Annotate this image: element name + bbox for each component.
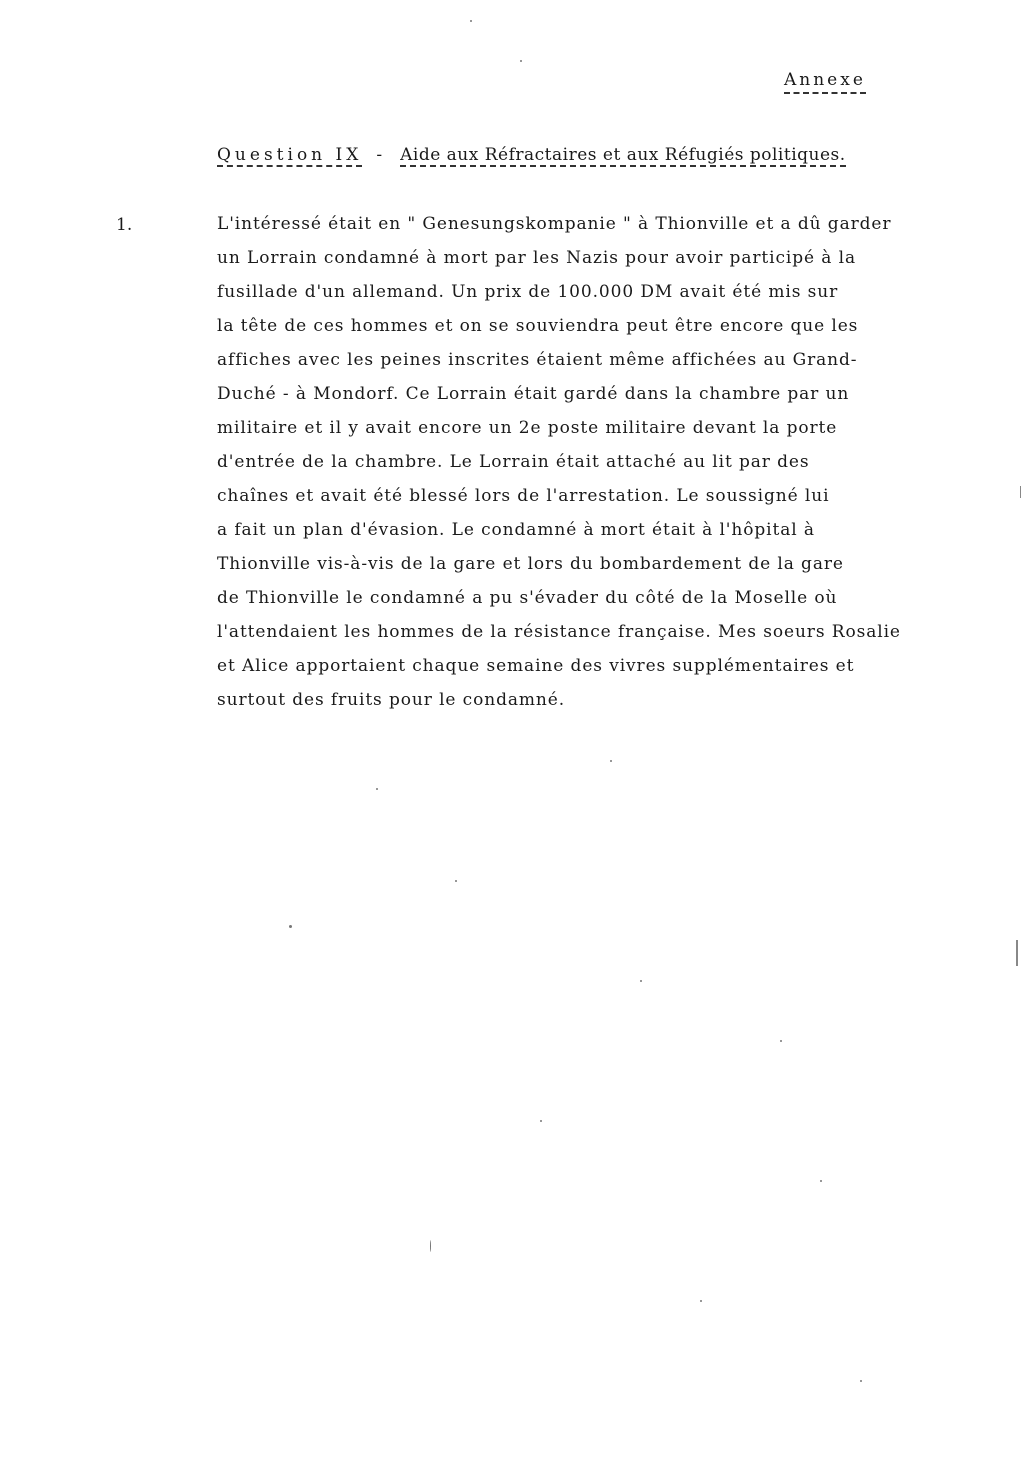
scan-speck (700, 1300, 702, 1302)
body-line: surtout des fruits pour le condamné. (217, 690, 566, 710)
body-line: un Lorrain condamné à mort par les Nazis pour avoir participé à la (217, 248, 856, 268)
scan-edge-mark (1020, 486, 1021, 498)
body-line: de Thionville le condamné a pu s'évader du côté de la Moselle où (217, 588, 838, 608)
body-line: chaînes et avait été blessé lors de l'arrestation. Le soussigné lui (217, 486, 830, 506)
body-line: Thionville vis-à-vis de la gare et lors du bombardement de la gare (217, 554, 844, 574)
scan-speck (470, 20, 472, 22)
body-line: et Alice apportaient chaque semaine des vivres supplémentaires et (217, 656, 855, 676)
scan-speck (376, 788, 378, 790)
body-line: L'intéressé était en " Genesungskompanie " à Thionville et a dû garder (217, 214, 892, 234)
body-line: Duché - à Mondorf. Ce Lorrain était gardé dans la chambre par un (217, 384, 850, 404)
scan-speck (820, 1180, 822, 1182)
body-line: militaire et il y avait encore un 2e poste militaire devant la porte (217, 418, 838, 438)
question-title: Aide aux Réfractaires et aux Réfugiés politiques. (400, 145, 846, 165)
body-line: a fait un plan d'évasion. Le condamné à mort était à l'hôpital à (217, 520, 815, 540)
annex-label: Annexe (784, 68, 866, 94)
body-line: l'attendaient les hommes de la résistance française. Mes soeurs Rosalie (217, 622, 901, 642)
body-line: d'entrée de la chambre. Le Lorrain était attaché au lit par des (217, 452, 810, 472)
body-line: la tête de ces hommes et on se souviendra peut être encore que les (217, 316, 859, 336)
scan-edge-mark (1016, 940, 1018, 966)
scan-speck (610, 760, 612, 762)
question-number: Question IX (217, 145, 363, 165)
item-number: 1. (116, 215, 133, 235)
body-line: fusillade d'un allemand. Un prix de 100.000 DM avait été mis sur (217, 282, 839, 302)
scan-speck (520, 60, 522, 62)
scan-speck (455, 880, 457, 882)
scan-speck (780, 1040, 782, 1042)
scan-speck (289, 925, 292, 928)
question-heading (217, 142, 846, 168)
scan-speck (430, 1240, 431, 1252)
scan-speck (860, 1380, 862, 1382)
question-separator: - (376, 145, 383, 165)
scan-speck (540, 1120, 542, 1122)
item-body (217, 211, 1022, 721)
body-line: affiches avec les peines inscrites étaient même affichées au Grand- (217, 350, 858, 370)
scan-speck (640, 980, 642, 982)
